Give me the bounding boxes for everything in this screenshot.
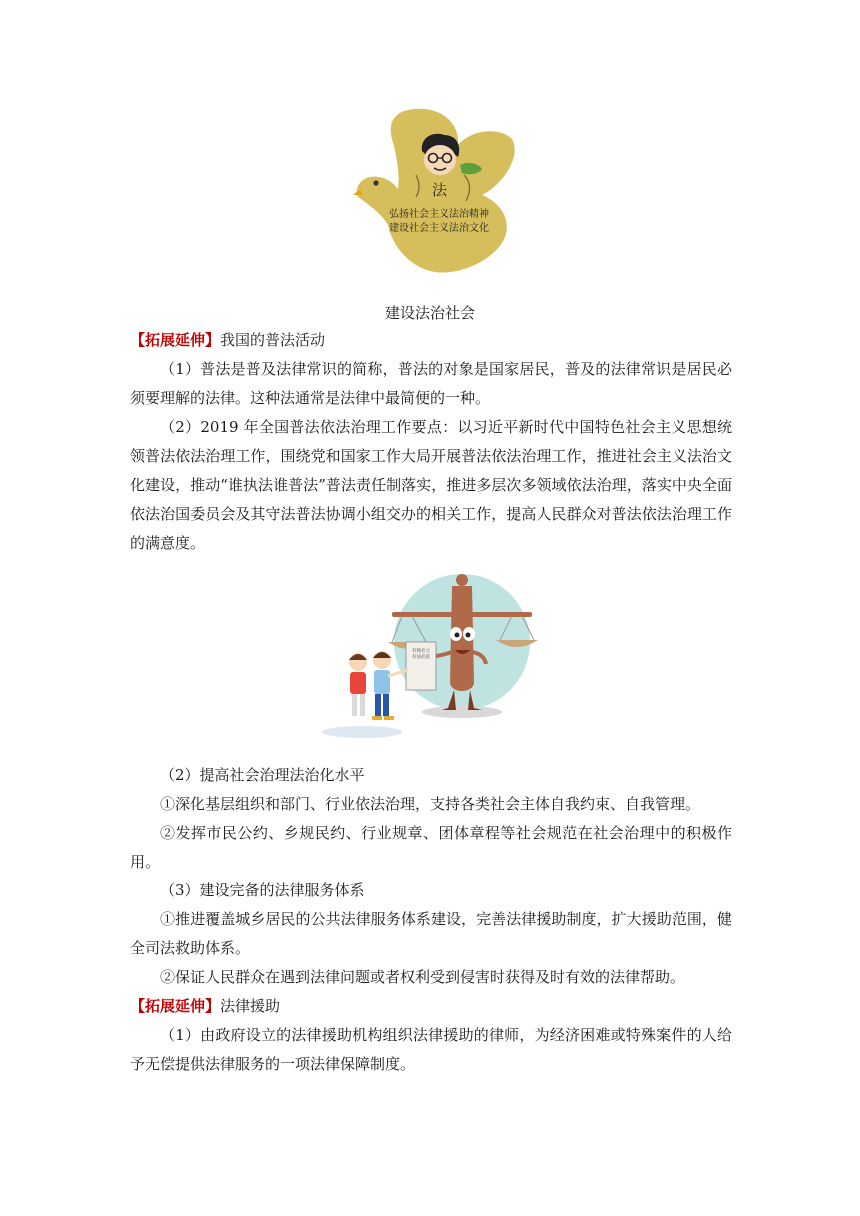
list-item: ②保证人民群众在遇到法律问题或者权利受到侵害时获得及时有效的法律帮助。 (160, 968, 686, 986)
slogan-line-1: 弘扬社会主义法治精神 (389, 209, 489, 220)
slogan-line-2: 建设社会主义法治文化 (389, 223, 489, 234)
scroll-line-2: 有法必依 (412, 655, 430, 660)
list-item: ②发挥市民公约、乡规民约、行业规章、团体章程等社会规范在社会治理中的积极作用。 (130, 824, 732, 871)
extension-title: 我国的普法活动 (220, 331, 326, 349)
extension-section-1 (130, 326, 732, 558)
extension-tag: 【拓展延伸】 (130, 997, 221, 1015)
extension-tag: 【拓展延伸】 (130, 331, 221, 349)
dove-illustration (352, 105, 522, 277)
child-blue-shirt (374, 670, 390, 694)
list-item: ①深化基层组织和部门、行业依法治理，支持各类社会主体自我约束、自我管理。 (160, 795, 701, 813)
section-heading: （2）提高社会治理法治化水平 (160, 766, 365, 784)
figure-caption: 建设法治社会 (384, 304, 475, 322)
paragraph: （1）由政府设立的法律援助机构组织法律援助的律师，为经济困难或特殊案件的人给予无偿提供法律服务的一项法律保障制度。 (130, 1026, 732, 1073)
section-heading: （3）建设完备的法律服务体系 (160, 881, 365, 899)
extension-title: 法律援助 (220, 997, 281, 1015)
list-item: ①推进覆盖城乡居民的公共法律服务体系建设，完善法律援助制度，扩大援助范围，健全司法救助体系。 (130, 910, 732, 957)
seal-character: 法 (432, 181, 448, 199)
paragraph: （2）2019 年全国普法依法治理工作要点：以习近平新时代中国特色社会主义思想统领普法依法治理工作，围绕党和国家工作大局开展普法依法治理工作，推进社会主义法治文化建设，推动“谁执法谁普法”普法责任制落实，推进多层次多领域依法治理，落实中央全面依法治国委员会及其守法普法协调小组交办的相关工作，提高人民群众对普法依法治理工作的满意度。 (130, 418, 732, 552)
section-2 (130, 761, 732, 877)
child-red-shirt (350, 672, 366, 694)
section-3 (130, 876, 732, 992)
scale-illustration (322, 572, 542, 742)
dove-eye-icon (373, 180, 378, 185)
extension-section-2 (130, 992, 732, 1079)
scroll-line-1: 有规必立 (412, 649, 430, 654)
paragraph: （1）普法是普及法律常识的简称，普法的对象是国家居民，普及的法律常识是居民必须要理解的法律。这种法通常是法律中最简便的一种。 (130, 360, 732, 407)
